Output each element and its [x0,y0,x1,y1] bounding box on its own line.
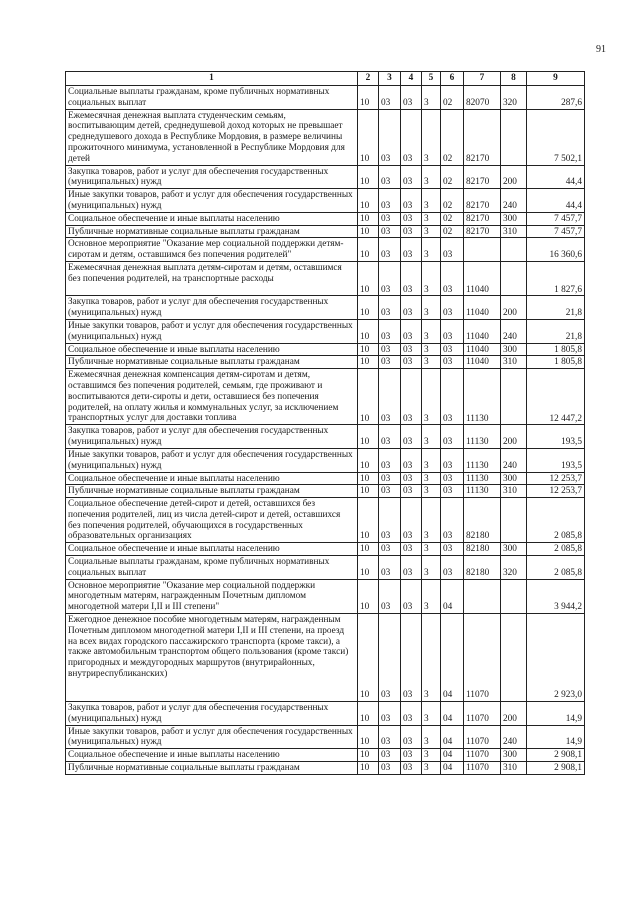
direction-code-cell: 11070 [464,702,501,726]
expense-type-cell: 320 [501,556,527,580]
subsection-code-cell: 03 [379,296,401,320]
subsection-code-cell: 03 [379,579,401,613]
subsection-code-cell: 03 [379,762,401,775]
direction-code-cell: 11040 [464,261,501,295]
direction-code-cell: 11130 [464,369,501,425]
row-name-cell: Социальные выплаты гражданам, кроме публичных нормативных социальных выплат [66,86,358,110]
subprogram-code-cell: 3 [422,296,441,320]
direction-code-cell: 11040 [464,356,501,369]
section-code-cell: 10 [358,343,379,356]
expense-type-cell [501,579,527,613]
measure-code-cell: 03 [441,543,464,556]
section-code-cell: 10 [358,498,379,543]
subprogram-code-cell: 3 [422,543,441,556]
expense-type-cell: 200 [501,165,527,189]
program-code-cell: 03 [401,369,422,425]
section-code-cell: 10 [358,86,379,110]
measure-code-cell: 04 [441,702,464,726]
header-cell: 7 [464,72,501,86]
amount-cell: 287,6 [527,86,585,110]
subprogram-code-cell: 3 [422,225,441,238]
amount-cell: 2 085,8 [527,498,585,543]
header-cell: 5 [422,72,441,86]
direction-code-cell: 11130 [464,485,501,498]
header-cell: 4 [401,72,422,86]
row-name-cell: Ежемесячная денежная компенсация детям-сиротам и детям, оставшимся без попечения родителей, семьям, где проживают и воспитываются дети-сироты и дети, оставшиеся без попечения родителей, на оплату жилья и коммунальных услуг, за исключением транспортных услуг для доставки топлива [66,369,358,425]
program-code-cell: 03 [401,356,422,369]
amount-cell: 14,9 [527,702,585,726]
row-name-cell: Ежегодное денежное пособие многодетным матерям, награжденным Почетным дипломом многодетной матери I,II и III степени, на проезд на всех видах городского пассажирского транспорта (кроме такси), а также автомобильным транспортом общего пользования (кроме такси) пригородных и междугородных маршрутов (внутрирайонных, внутриреспубликанских) [66,614,358,702]
measure-code-cell: 03 [441,369,464,425]
row-name-cell: Публичные нормативные социальные выплаты гражданам [66,225,358,238]
row-name-cell: Иные закупки товаров, работ и услуг для обеспечения государственных (муниципальных) нужд [66,189,358,213]
direction-code-cell: 11070 [464,725,501,749]
program-code-cell: 03 [401,485,422,498]
row-name-cell: Социальное обеспечение и иные выплаты населению [66,343,358,356]
subsection-code-cell: 03 [379,556,401,580]
row-name-cell: Публичные нормативные социальные выплаты гражданам [66,356,358,369]
measure-code-cell: 02 [441,165,464,189]
table-row [66,261,585,295]
amount-cell: 7 457,7 [527,212,585,225]
expense-type-cell [501,614,527,702]
expense-type-cell [501,109,527,165]
section-code-cell: 10 [358,356,379,369]
measure-code-cell: 03 [441,425,464,449]
table-row [66,425,585,449]
program-code-cell: 03 [401,579,422,613]
section-code-cell: 10 [358,702,379,726]
header-cell: 6 [441,72,464,86]
subsection-code-cell: 03 [379,86,401,110]
subprogram-code-cell: 3 [422,165,441,189]
program-code-cell: 03 [401,238,422,262]
program-code-cell: 03 [401,343,422,356]
expense-type-cell: 240 [501,725,527,749]
subsection-code-cell: 03 [379,749,401,762]
table-row [66,189,585,213]
direction-code-cell: 82170 [464,109,501,165]
section-code-cell: 10 [358,109,379,165]
subprogram-code-cell: 3 [422,319,441,343]
expense-type-cell: 320 [501,86,527,110]
subprogram-code-cell: 3 [422,579,441,613]
measure-code-cell: 03 [441,261,464,295]
measure-code-cell: 03 [441,472,464,485]
subsection-code-cell: 03 [379,543,401,556]
measure-code-cell: 02 [441,189,464,213]
table-row [66,579,585,613]
program-code-cell: 03 [401,86,422,110]
direction-code-cell: 11130 [464,425,501,449]
table-header-row [66,72,585,86]
program-code-cell: 03 [401,189,422,213]
subprogram-code-cell: 3 [422,212,441,225]
expense-type-cell: 310 [501,485,527,498]
subprogram-code-cell: 3 [422,261,441,295]
subprogram-code-cell: 3 [422,485,441,498]
row-name-cell: Закупка товаров, работ и услуг для обеспечения государственных (муниципальных) нужд [66,165,358,189]
amount-cell: 2 085,8 [527,556,585,580]
measure-code-cell: 03 [441,448,464,472]
header-cell: 8 [501,72,527,86]
row-name-cell: Публичные нормативные социальные выплаты гражданам [66,762,358,775]
row-name-cell: Закупка товаров, работ и услуг для обеспечения государственных (муниципальных) нужд [66,296,358,320]
subsection-code-cell: 03 [379,319,401,343]
header-cell: 3 [379,72,401,86]
amount-cell: 1 827,6 [527,261,585,295]
measure-code-cell: 03 [441,343,464,356]
program-code-cell: 03 [401,472,422,485]
subprogram-code-cell: 3 [422,749,441,762]
section-code-cell: 10 [358,762,379,775]
amount-cell: 44,4 [527,165,585,189]
measure-code-cell: 03 [441,485,464,498]
program-code-cell: 03 [401,498,422,543]
subprogram-code-cell: 3 [422,86,441,110]
amount-cell: 44,4 [527,189,585,213]
row-name-cell: Закупка товаров, работ и услуг для обеспечения государственных (муниципальных) нужд [66,702,358,726]
table-row [66,762,585,775]
row-name-cell: Социальное обеспечение и иные выплаты населению [66,212,358,225]
section-code-cell: 10 [358,296,379,320]
expense-type-cell: 300 [501,212,527,225]
subprogram-code-cell: 3 [422,425,441,449]
amount-cell: 2 908,1 [527,762,585,775]
section-code-cell: 10 [358,238,379,262]
measure-code-cell: 03 [441,556,464,580]
direction-code-cell: 11130 [464,448,501,472]
row-name-cell: Иные закупки товаров, работ и услуг для обеспечения государственных (муниципальных) нужд [66,319,358,343]
expense-type-cell: 300 [501,749,527,762]
subsection-code-cell: 03 [379,225,401,238]
table-row [66,614,585,702]
amount-cell: 7 502,1 [527,109,585,165]
subprogram-code-cell: 3 [422,238,441,262]
table-row [66,725,585,749]
amount-cell: 3 944,2 [527,579,585,613]
direction-code-cell: 82070 [464,86,501,110]
subsection-code-cell: 03 [379,165,401,189]
header-cell: 2 [358,72,379,86]
table-row [66,343,585,356]
direction-code-cell: 82180 [464,498,501,543]
table-row [66,543,585,556]
program-code-cell: 03 [401,296,422,320]
expense-type-cell: 240 [501,319,527,343]
section-code-cell: 10 [358,485,379,498]
subprogram-code-cell: 3 [422,189,441,213]
table-row [66,319,585,343]
subprogram-code-cell: 3 [422,343,441,356]
table-row [66,225,585,238]
expense-type-cell [501,369,527,425]
subsection-code-cell: 03 [379,614,401,702]
direction-code-cell: 11040 [464,343,501,356]
expense-type-cell: 240 [501,189,527,213]
direction-code-cell [464,238,501,262]
amount-cell: 21,8 [527,296,585,320]
subsection-code-cell: 03 [379,485,401,498]
program-code-cell: 03 [401,109,422,165]
measure-code-cell: 04 [441,614,464,702]
expense-type-cell [501,261,527,295]
subsection-code-cell: 03 [379,261,401,295]
subprogram-code-cell: 3 [422,725,441,749]
section-code-cell: 10 [358,614,379,702]
measure-code-cell: 04 [441,725,464,749]
subsection-code-cell: 03 [379,448,401,472]
direction-code-cell: 11130 [464,472,501,485]
measure-code-cell: 03 [441,498,464,543]
subsection-code-cell: 03 [379,109,401,165]
expense-type-cell: 310 [501,225,527,238]
table-row [66,369,585,425]
row-name-cell: Иные закупки товаров, работ и услуг для обеспечения государственных (муниципальных) нужд [66,448,358,472]
amount-cell: 12 253,7 [527,485,585,498]
measure-code-cell: 03 [441,356,464,369]
direction-code-cell: 11040 [464,296,501,320]
amount-cell: 1 805,8 [527,356,585,369]
measure-code-cell: 02 [441,109,464,165]
program-code-cell: 03 [401,725,422,749]
amount-cell: 2 908,1 [527,749,585,762]
expense-type-cell: 200 [501,296,527,320]
subprogram-code-cell: 3 [422,472,441,485]
amount-cell: 14,9 [527,725,585,749]
measure-code-cell: 04 [441,749,464,762]
amount-cell: 1 805,8 [527,343,585,356]
measure-code-cell: 02 [441,212,464,225]
amount-cell: 16 360,6 [527,238,585,262]
program-code-cell: 03 [401,165,422,189]
direction-code-cell: 11070 [464,749,501,762]
row-name-cell: Социальное обеспечение и иные выплаты населению [66,543,358,556]
expense-type-cell: 300 [501,472,527,485]
amount-cell: 12 447,2 [527,369,585,425]
direction-code-cell: 11070 [464,762,501,775]
table-row [66,702,585,726]
row-name-cell: Социальное обеспечение детей-сирот и детей, оставшихся без попечения родителей, лиц из числа детей-сирот и детей, оставшихся без попечения родителей, обучающихся в государственных образовательных организациях [66,498,358,543]
section-code-cell: 10 [358,225,379,238]
table-row [66,86,585,110]
table-row [66,238,585,262]
table-row [66,556,585,580]
amount-cell: 21,8 [527,319,585,343]
subsection-code-cell: 03 [379,238,401,262]
direction-code-cell: 82170 [464,212,501,225]
expense-type-cell: 200 [501,702,527,726]
subsection-code-cell: 03 [379,498,401,543]
subprogram-code-cell: 3 [422,448,441,472]
subsection-code-cell: 03 [379,725,401,749]
header-cell: 9 [527,72,585,86]
expense-type-cell: 310 [501,762,527,775]
section-code-cell: 10 [358,212,379,225]
table-row [66,448,585,472]
program-code-cell: 03 [401,319,422,343]
subsection-code-cell: 03 [379,425,401,449]
direction-code-cell: 82180 [464,556,501,580]
table-row [66,212,585,225]
measure-code-cell: 02 [441,86,464,110]
expense-type-cell: 200 [501,425,527,449]
program-code-cell: 03 [401,543,422,556]
program-code-cell: 03 [401,261,422,295]
section-code-cell: 10 [358,472,379,485]
section-code-cell: 10 [358,261,379,295]
section-code-cell: 10 [358,749,379,762]
subprogram-code-cell: 3 [422,498,441,543]
row-name-cell: Социальное обеспечение и иные выплаты населению [66,472,358,485]
subprogram-code-cell: 3 [422,369,441,425]
amount-cell: 193,5 [527,448,585,472]
amount-cell: 193,5 [527,425,585,449]
direction-code-cell: 82180 [464,543,501,556]
expense-type-cell: 310 [501,356,527,369]
expense-type-cell: 300 [501,543,527,556]
amount-cell: 2 923,0 [527,614,585,702]
subsection-code-cell: 03 [379,212,401,225]
section-code-cell: 10 [358,556,379,580]
section-code-cell: 10 [358,319,379,343]
table-row [66,296,585,320]
measure-code-cell: 03 [441,238,464,262]
expense-type-cell [501,238,527,262]
amount-cell: 12 253,7 [527,472,585,485]
measure-code-cell: 03 [441,319,464,343]
section-code-cell: 10 [358,369,379,425]
subprogram-code-cell: 3 [422,109,441,165]
row-name-cell: Основное мероприятие "Оказание мер социальной поддержки детям-сиротам и детям, оставшимся без попечения родителей" [66,238,358,262]
row-name-cell: Ежемесячная денежная выплата детям-сиротам и детям, оставшимся без попечения родителей, на транспортные расходы [66,261,358,295]
table-row [66,485,585,498]
program-code-cell: 03 [401,556,422,580]
program-code-cell: 03 [401,448,422,472]
expense-type-cell: 300 [501,343,527,356]
program-code-cell: 03 [401,749,422,762]
table-row [66,356,585,369]
table-row [66,498,585,543]
measure-code-cell: 02 [441,225,464,238]
subsection-code-cell: 03 [379,369,401,425]
program-code-cell: 03 [401,425,422,449]
expense-type-cell [501,498,527,543]
expense-type-cell: 240 [501,448,527,472]
direction-code-cell: 82170 [464,225,501,238]
program-code-cell: 03 [401,762,422,775]
table-row [66,109,585,165]
budget-table [65,71,585,775]
direction-code-cell: 11070 [464,614,501,702]
direction-code-cell [464,579,501,613]
row-name-cell: Социальное обеспечение и иные выплаты населению [66,749,358,762]
subprogram-code-cell: 3 [422,556,441,580]
subprogram-code-cell: 3 [422,702,441,726]
subsection-code-cell: 03 [379,343,401,356]
program-code-cell: 03 [401,225,422,238]
program-code-cell: 03 [401,614,422,702]
row-name-cell: Закупка товаров, работ и услуг для обеспечения государственных (муниципальных) нужд [66,425,358,449]
header-cell: 1 [66,72,358,86]
row-name-cell: Ежемесячная денежная выплата студенческим семьям, воспитывающим детей, среднедушевой доход которых не превышает среднедушевого дохода в Республике Мордовия, в размере величины прожиточного минимума, установленной в Республике Мордовия для детей [66,109,358,165]
subprogram-code-cell: 3 [422,356,441,369]
subprogram-code-cell: 3 [422,614,441,702]
table-row [66,165,585,189]
row-name-cell: Основное мероприятие "Оказание мер социальной поддержки многодетным матерям, награжденным Почетным дипломом многодетной матери I,II и III степени" [66,579,358,613]
page-number: 91 [596,44,606,55]
direction-code-cell: 82170 [464,165,501,189]
direction-code-cell: 82170 [464,189,501,213]
subprogram-code-cell: 3 [422,762,441,775]
section-code-cell: 10 [358,189,379,213]
section-code-cell: 10 [358,448,379,472]
program-code-cell: 03 [401,212,422,225]
measure-code-cell: 04 [441,762,464,775]
subsection-code-cell: 03 [379,189,401,213]
row-name-cell: Публичные нормативные социальные выплаты гражданам [66,485,358,498]
row-name-cell: Иные закупки товаров, работ и услуг для обеспечения государственных (муниципальных) нужд [66,725,358,749]
table-row [66,749,585,762]
section-code-cell: 10 [358,543,379,556]
section-code-cell: 10 [358,725,379,749]
measure-code-cell: 03 [441,296,464,320]
program-code-cell: 03 [401,702,422,726]
section-code-cell: 10 [358,579,379,613]
subsection-code-cell: 03 [379,356,401,369]
subsection-code-cell: 03 [379,472,401,485]
measure-code-cell: 04 [441,579,464,613]
amount-cell: 7 457,7 [527,225,585,238]
table-body [66,86,585,775]
table-row [66,472,585,485]
subsection-code-cell: 03 [379,702,401,726]
section-code-cell: 10 [358,165,379,189]
amount-cell: 2 085,8 [527,543,585,556]
row-name-cell: Социальные выплаты гражданам, кроме публичных нормативных социальных выплат [66,556,358,580]
section-code-cell: 10 [358,425,379,449]
direction-code-cell: 11040 [464,319,501,343]
